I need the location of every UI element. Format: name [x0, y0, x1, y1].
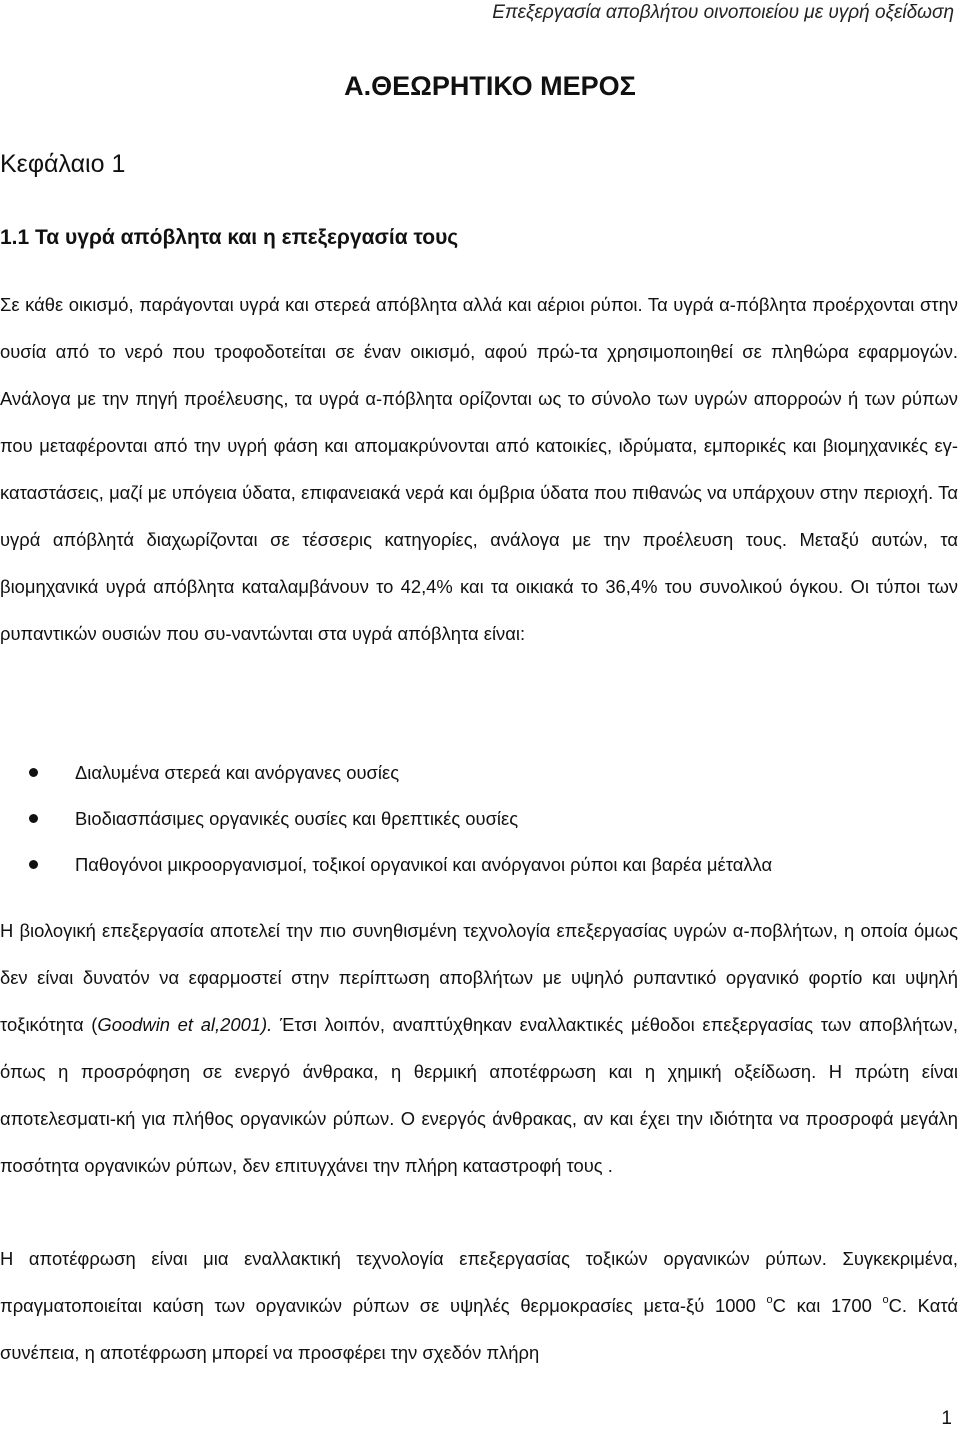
- list-item-text: Διαλυμένα στερεά και ανόργανες ουσίες: [75, 762, 400, 783]
- paragraph-text: C. Κατά συνέπεια, η αποτέφρωση μπορεί να προσφέρει την σχεδόν πλήρη: [0, 1295, 958, 1363]
- section-heading: 1.1 Τα υγρά απόβλητα και η επεξεργασία τους: [0, 226, 459, 249]
- bullet-icon: [29, 860, 38, 869]
- citation: Goodwin et al,2001).: [97, 1014, 273, 1035]
- list-item-text: Παθογόνοι μικροοργανισμοί, τοξικοί οργανικοί και ανόργανοι ρύποι και βαρέα μέταλλα: [75, 854, 773, 875]
- paragraph-incineration: [0, 1235, 958, 1376]
- list-item-text: Βιοδιασπάσιμες οργανικές ουσίες και θρεπτικές ουσίες: [75, 808, 519, 829]
- paragraph-text: Η βιολογική επεξεργασία αποτελεί την πιο συνηθισμένη τεχνολογία επεξεργασίας υγρών α-ποβλήτων, η οποία όμως δεν είναι δυνατόν να εφαρμοστεί στην περίπτωση αποβλήτων με υψηλό ρυπαντικό οργανικό φορτίο και υψηλή τοξικότητα (: [0, 920, 958, 1035]
- list-item: [0, 796, 772, 842]
- bullet-icon: [29, 814, 38, 823]
- page-number: 1: [941, 1408, 952, 1429]
- paragraph-text: Η αποτέφρωση είναι μια εναλλακτική τεχνολογία επεξεργασίας τοξικών οργανικών ρύπων. Συγκεκριμένα, πραγματοποιείται καύση των οργανικών ρύπων σε υψηλές θερμοκρασίες μετα-ξύ 1000: [0, 1248, 958, 1316]
- paragraph-intro: Σε κάθε οικισμό, παράγονται υγρά και στερεά απόβλητα αλλά και αέριοι ρύποι. Τα υγρά α-πόβλητα προέρχονται στην ουσία από το νερό που τροφοδοτείται σε έναν οικισμό, αφού πρώ-τα χρησιμοποιηθεί σε πληθώρα εφαρμογών. Ανάλογα με την πηγή προέλευσης, τα υγρά α-πόβλητα ορίζονται ως το σύνολο των υγρών απορροών ή των ρύπων που μεταφέρονται από την υγρή φάση και απομακρύνονται από κατοικίες, ιδρύματα, εμπορικές και βιομηχανικές εγ-καταστάσεις, μαζί με υπόγεια ύδατα, επιφανειακά νερά και όμβρια ύδατα που πιθανώς να υπάρχουν στην περιοχή. Τα υγρά απόβλητά διαχωρίζονται σε τέσσερις κατηγορίες, ανάλογα με την προέλευση τους. Μεταξύ αυτών, τα βιομηχανικά υγρά απόβλητα καταλαμβάνουν το 42,4% και τα οικιακά το 36,4% του συνολικού όγκου. Οι τύποι των ρυπαντικών ουσιών που συ-ναντώνται στα υγρά απόβλητα είναι:: [0, 294, 958, 644]
- paragraph-text: Έτσι λοιπόν, αναπτύχθηκαν εναλλακτικές μέθοδοι επεξεργασίας των αποβλήτων, όπως η προσρόφηση σε ενεργό άνθρακα, η θερμική αποτέφρωση και η χημική οξείδωση. Η πρώτη είναι αποτελεσματι-κή για πλήθος οργανικών ρύπων. Ο ενεργός άνθρακας, αν και έχει την ιδιότητα να προσροφά μεγάλη ποσότητα οργανικών ρύπων, δεν επιτυγχάνει την πλήρη καταστροφή τους .: [0, 1014, 958, 1176]
- bullet-icon: [29, 768, 38, 777]
- paragraph-text: C και 1700: [772, 1295, 883, 1316]
- paragraph-treatment: [0, 907, 958, 1189]
- part-title-text: Α.ΘΕΩΡΗΤΙΚΟ ΜΕΡΟΣ: [344, 71, 636, 101]
- running-header: Επεξεργασία αποβλήτου οινοποιείου με υγρή οξείδωση: [492, 2, 954, 23]
- list-item: [0, 842, 772, 888]
- part-title: [0, 71, 960, 102]
- degree-superscript: ο: [766, 1294, 773, 1306]
- degree-superscript: ο: [882, 1294, 889, 1306]
- chapter-heading: Κεφάλαιο 1: [0, 150, 126, 178]
- list-item: [0, 750, 772, 796]
- pollutant-list: [0, 750, 772, 888]
